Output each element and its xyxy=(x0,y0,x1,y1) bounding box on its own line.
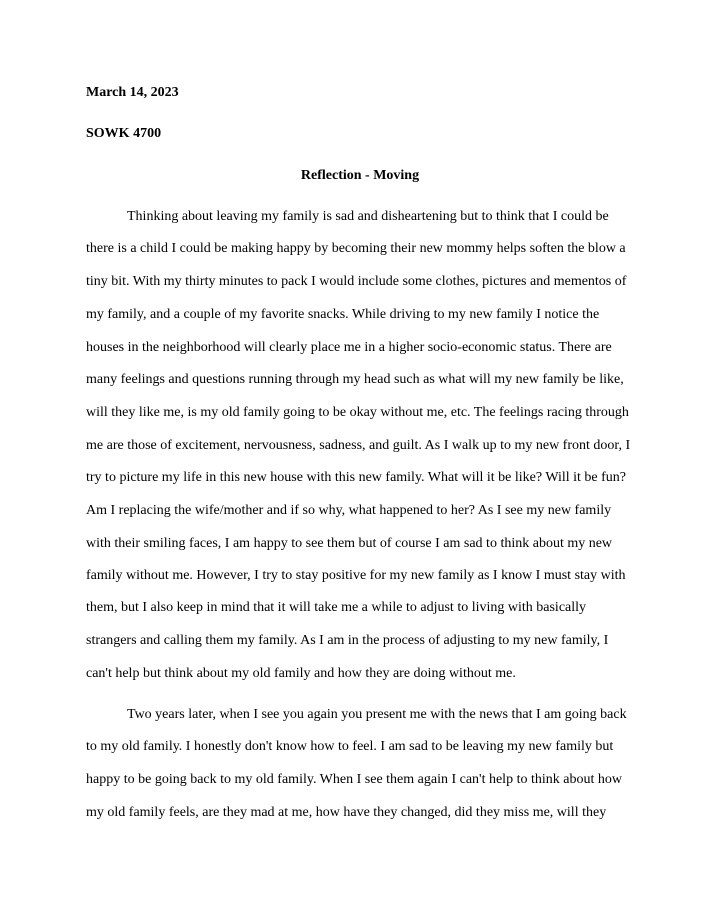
paragraph-1-line: try to picture my life in this new house with this new family. What will it be like? Will it be fun? xyxy=(86,470,627,485)
paragraph-1-line: can't help but think about my old family and how they are doing without me. xyxy=(86,666,516,681)
document-title: Reflection - Moving xyxy=(300,168,420,183)
paragraph-1-line: many feelings and questions running through my head such as what will my new family be like, xyxy=(86,372,624,387)
paragraph-2-line: to my old family. I honestly don't know how to feel. I am sad to be leaving my new family but xyxy=(86,739,614,754)
paragraph-1-line: will they like me, is my old family going to be okay without me, etc. The feelings racing through xyxy=(86,405,629,420)
paragraph-1-line: strangers and calling them my family. As I am in the process of adjusting to my new family, I xyxy=(86,633,609,648)
paragraph-1-line: houses in the neighborhood will clearly place me in a higher socio-economic status. There are xyxy=(86,340,612,355)
paragraph-1-line: Thinking about leaving my family is sad and disheartening but to think that I could be xyxy=(127,209,609,224)
paragraph-2-line: Two years later, when I see you again you present me with the news that I am going back xyxy=(127,707,627,722)
paragraph-2-line: happy to be going back to my old family. When I see them again I can't help to think about how xyxy=(86,772,622,787)
paragraph-1-line: family without me. However, I try to stay positive for my new family as I know I must stay with xyxy=(86,568,626,583)
paragraph-2-line: my old family feels, are they mad at me, how have they changed, did they miss me, will they xyxy=(86,805,607,820)
paragraph-1-line: Am I replacing the wife/mother and if so why, what happened to her? As I see my new family xyxy=(86,503,612,518)
paragraph-1-line: them, but I also keep in mind that it will take me a while to adjust to living with basically xyxy=(86,600,587,615)
paragraph-1-line: there is a child I could be making happy by becoming their new mommy helps soften the blow a xyxy=(86,241,626,256)
paragraph-1-line: with their smiling faces, I am happy to see them but of course I am sad to think about my new xyxy=(86,536,613,551)
paragraph-1-line: my family, and a couple of my favorite snacks. While driving to my new family I notice the xyxy=(86,307,600,322)
paragraph-1-line: tiny bit. With my thirty minutes to pack I would include some clothes, pictures and mementos of xyxy=(86,274,627,289)
paragraph-1-line: me are those of excitement, nervousness, sadness, and guilt. As I walk up to my new front door, I xyxy=(86,438,631,453)
document-date: March 14, 2023 xyxy=(86,85,179,100)
course-code: SOWK 4700 xyxy=(86,126,162,141)
